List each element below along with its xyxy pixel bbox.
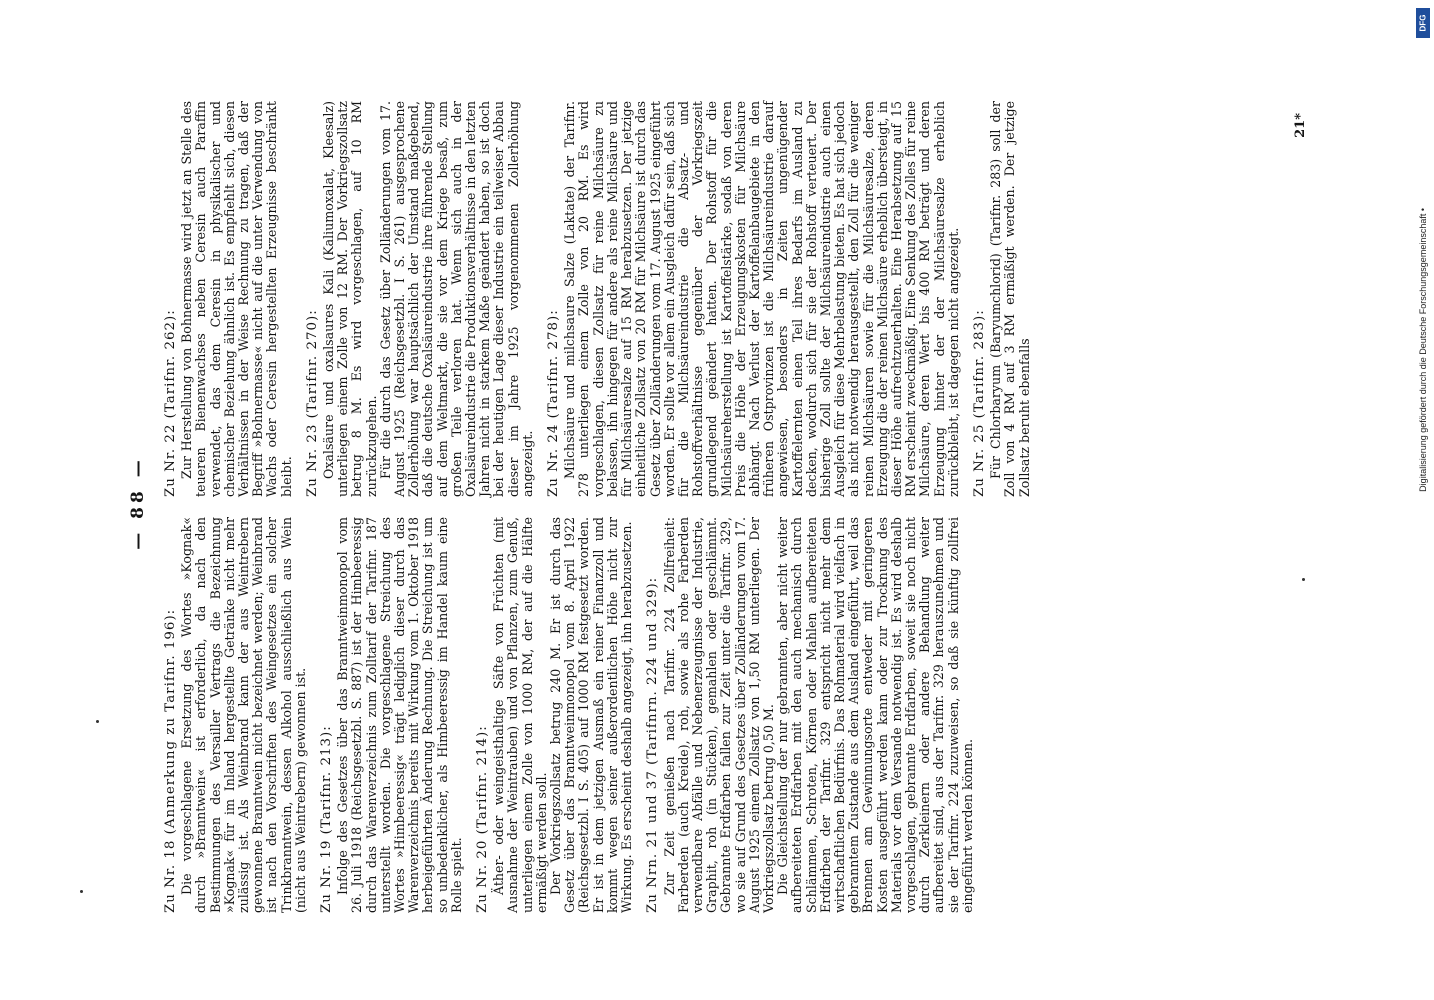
- section-heading: Zu Nr. 23 (Tarifnr. 270):: [304, 309, 320, 497]
- digitization-credit: [1416, 8, 1430, 992]
- section-paragraph: Die vorgeschlagene Ersetzung des Wortes »Kognak« durch »Branntwein« ist erforderlich, da nach den Bestimmungen des Versailler Vertrags die Bezeichnung »Kognak« für im Inland hergestellte Getränke nicht mehr zulässig ist. Als Weinbrand kann der aus Weintrebern gewonnene Branntwein nicht bezeichnet werden; Weinbrand ist nach den Vorschriften des Weingesetzes ein solcher Trinkbranntwein, dessen Alkohol ausschließlich aus Wein (nicht aus Weintrebern) gewonnen ist.: [179, 517, 308, 913]
- section-paragraph: Für Chlorbaryum (Baryumchlorid) (Tarifnr. 283) soll der Zoll von 4 RM auf 3 RM ermäßigt werden. Der jetzige Zollsatz beruht ebenfalls: [988, 101, 1032, 497]
- section-heading: Zu Nr. 19 (Tarifnr. 213):: [319, 725, 335, 913]
- section-paragraph: Oxalsäure und oxalsaures Kali (Kaliumoxalat, Kleesalz) unterliegen einem Zolle von 12 RM. Der Vorkriegszollsatz betrug 8 M. Es wird vorgeschlagen, auf 10 RM zurückzugehen.: [321, 101, 379, 497]
- signature-mark: 21*: [1293, 113, 1308, 138]
- section-paragraph: Äther- oder weingeisthaltige Säfte von Früchten (mit Ausnahme der Weintrauben) und von Pflanzen, zum Genuß, unterliegen einem Zolle von 1000 RM, der auf die Hälfte ermäßigt werden soll.: [491, 517, 549, 913]
- page-number: — 88 —: [128, 456, 148, 550]
- section-paragraph: Zur Herstellung von Bohnermasse wird jetzt an Stelle des teueren Bienenwachses neben Ceresin auch Paraffin verwendet, das dem Ceresin in physikalischer und chemischer Beziehung ähnlich ist. Es empfiehlt sich, diesen Verhältnissen in der Weise Rechnung zu tragen, daß der Begriff »Bohnermasse« nicht auf die unter Verwendung von Wachs oder Ceresin hergestellten Erzeugnisse beschränkt bleibt.: [179, 101, 294, 497]
- scan-speck: [96, 720, 99, 723]
- section-nr-20: [476, 517, 634, 913]
- section-nr-19: [320, 517, 464, 913]
- scan-speck: [1302, 578, 1305, 581]
- section-paragraph: Zur Zeit genießen nach Tarifnr. 224 Zollfreiheit: Farberden (auch Kreide), roh, sowie als rohe Farberden verwendbare Abfälle und Nebenerzeugnisse der Industrie, Graphit, roh (in Stücken), gemahlen oder geschlämmt. Gebrannte Erdfarben fallen zur Zeit unter die Tarifnr. 329, wo sie auf Grund des Gesetzes über Zolländerungen vom 17. August 1925 einem Zollsatz von 1,50 RM unterliegen. Der Vorkriegszollsatz betrug 0,50 M.: [661, 517, 776, 913]
- section-paragraph: Infolge des Gesetzes über das Branntweinmonopol vom 26. Juli 1918 (Reichsgesetzbl. S. 887) ist der Himbeeressig durch das Warenverzeichnis zum Zolltarif der Tarifnr. 187 unterstellt worden. Die vorgeschlagene Streichung des Wortes »Himbeeressig« trägt lediglich dieser durch das Warenverzeichnis bereits mit Wirkung vom 1. Oktober 1918 herbeigeführten Änderung Rechnung. Die Streichung ist um so unbedenklicher, als Himbeeressig im Handel kaum eine Rolle spielt.: [335, 517, 464, 913]
- section-nr-22: [164, 101, 294, 497]
- section-heading: Zu Nr. 22 (Tarifnr. 262):: [163, 309, 178, 497]
- section-heading: Zu Nr. 18 (Anmerkung zu Tarifnr. 196):: [163, 608, 178, 913]
- rotated-document: [120, 83, 1330, 923]
- scan-speck: [80, 890, 83, 893]
- section-nr-24: [547, 101, 961, 497]
- section-paragraph: Die Gleichstellung der nur gebrannten, aber nicht weiter aufbereiteten Erdfarben mit den auch mechanisch durch Schlämmen, Schroten, Körnen oder Mahlen aufbereiteten Erdfarben der Tarifnr. 329 entspricht nicht mehr dem wirtschaftlichen Bedürfnis. Das Rohmaterial wird vielfach in gebranntem Zustande aus dem Ausland eingeführt, weil das Brennen am Gewinnungsorte entweder mit geringeren Kosten ausgeführt werden kann oder zur Trocknung des Materials vor dem Versande notwendig ist. Es wird deshalb vorgeschlagen, gebrannte Erdfarben, soweit sie noch nicht durch Zerkleinern oder andere Behandlung weiter aufbereitet sind, aus der Tarifnr. 329 herauszunehmen und sie der Tarifnr. 224 zuzuweisen, so daß sie künftig zollfrei eingeführt werden können.: [775, 517, 975, 913]
- section-paragraph: Der Vorkriegszollsatz betrug 240 M. Er ist durch das Gesetz über das Branntweinmonopol vom 8. April 1922 (Reichsgesetzbl. I S. 405) auf 1000 RM festgesetzt worden. Er ist in dem jetzigen Ausmaß ein reiner Finanzzoll und kommt wegen seiner außerordentlichen Höhe nicht zur Wirkung. Es erscheint deshalb angezeigt, ihn herabzusetzen.: [548, 517, 635, 913]
- section-nr-18: [164, 517, 308, 913]
- credit-text: Digitalisierung gefördert durch die Deutsche Forschungsgemeinschaft •: [1418, 208, 1428, 492]
- left-column: [164, 517, 987, 913]
- section-nr-21-37: [646, 517, 975, 913]
- section-heading: Zu Nrn. 21 und 37 (Tarifnrn. 224 und 329):: [645, 576, 661, 913]
- section-heading: Zu Nr. 24 (Tarifnr. 278):: [546, 309, 562, 497]
- dfg-logo: DFG: [1416, 8, 1430, 38]
- right-column: [164, 101, 1044, 497]
- section-paragraph: Für die durch das Gesetz über Zolländerungen vom 17. August 1925 (Reichsgesetzbl. I S. 261) ausgesprochene Zollerhöhung war hauptsächlich der Umstand maßgebend, daß die deutsche Oxalsäureindustrie ihre führende Stellung auf dem Weltmarkt, die sie vor dem Kriege besaß, zum großen Teile verloren hat. Wenn sich auch in der Oxalsäureindustrie die Produktionsverhältnisse in den letzten Jahren nicht in starkem Maße geändert haben, so ist doch bei der heutigen Lage dieser Industrie ein teilweiser Abbau dieser im Jahre 1925 vorgenommenen Zollerhöhung angezeigt.: [377, 101, 535, 497]
- section-heading: Zu Nr. 25 (Tarifnr. 283):: [971, 309, 987, 497]
- section-nr-23: [306, 101, 535, 497]
- section-nr-25: [973, 101, 1032, 497]
- section-heading: Zu Nr. 20 (Tarifnr. 214):: [475, 725, 491, 913]
- section-paragraph: Milchsäure und milchsaure Salze (Laktate) der Tarifnr. 278 unterliegen einem Zolle von 20 RM. Es wird vorgeschlagen, diesen Zollsatz für reine Milchsäure zu belassen, ihn hingegen für andere als reine Milchsäure und für Milchsäuresalze auf 15 RM herabzusetzen. Der jetzige einheitliche Zollsatz von 20 RM für Milchsäure ist durch das Gesetz über Zolländerungen vom 17. August 1925 eingeführt worden. Er sollte vor allem ein Ausgleich dafür sein, daß sich für die Milchsäureindustrie die Absatz- und Rohstoffverhältnisse gegenüber der Vorkriegszeit grundlegend geändert hatten. Der Rohstoff für die Milchsäureherstellung ist Kartoffelstärke, sodaß von deren Preis die Höhe der Erzeugungskosten für Milchsäure abhängt. Nach Verlust der Kartoffelanbaugebiete in den früheren Ostprovinzen ist die Milchsäureindustrie darauf angewiesen, besonders in Zeiten ungenügender Kartoffelernten einen Teil ihres Bedarfs im Ausland zu decken, wodurch sich für sie der Rohstoff verteuert. Der bisherige Zoll sollte der Milchsäureindustrie auch einen Ausgleich für diese Mehrbelastung bieten. Es hat sich jedoch als nicht notwendig herausgestellt, den Zoll für die weniger reinen Milchsäuren sowie für die Milchsäuresalze, deren Erzeugung die der reinen Milchsäure erheblich übersteigt, in dieser Höhe aufrechtzuerhalten. Eine Herabsetzung auf 15 RM erscheint zweckmäßig. Eine Senkung des Zolles für reine Milchsäure, deren Wert bis 400 RM beträgt und deren Erzeugung hinter der der Milchsäuresalze erheblich zurückbleibt, ist dagegen nicht angezeigt.: [562, 101, 961, 497]
